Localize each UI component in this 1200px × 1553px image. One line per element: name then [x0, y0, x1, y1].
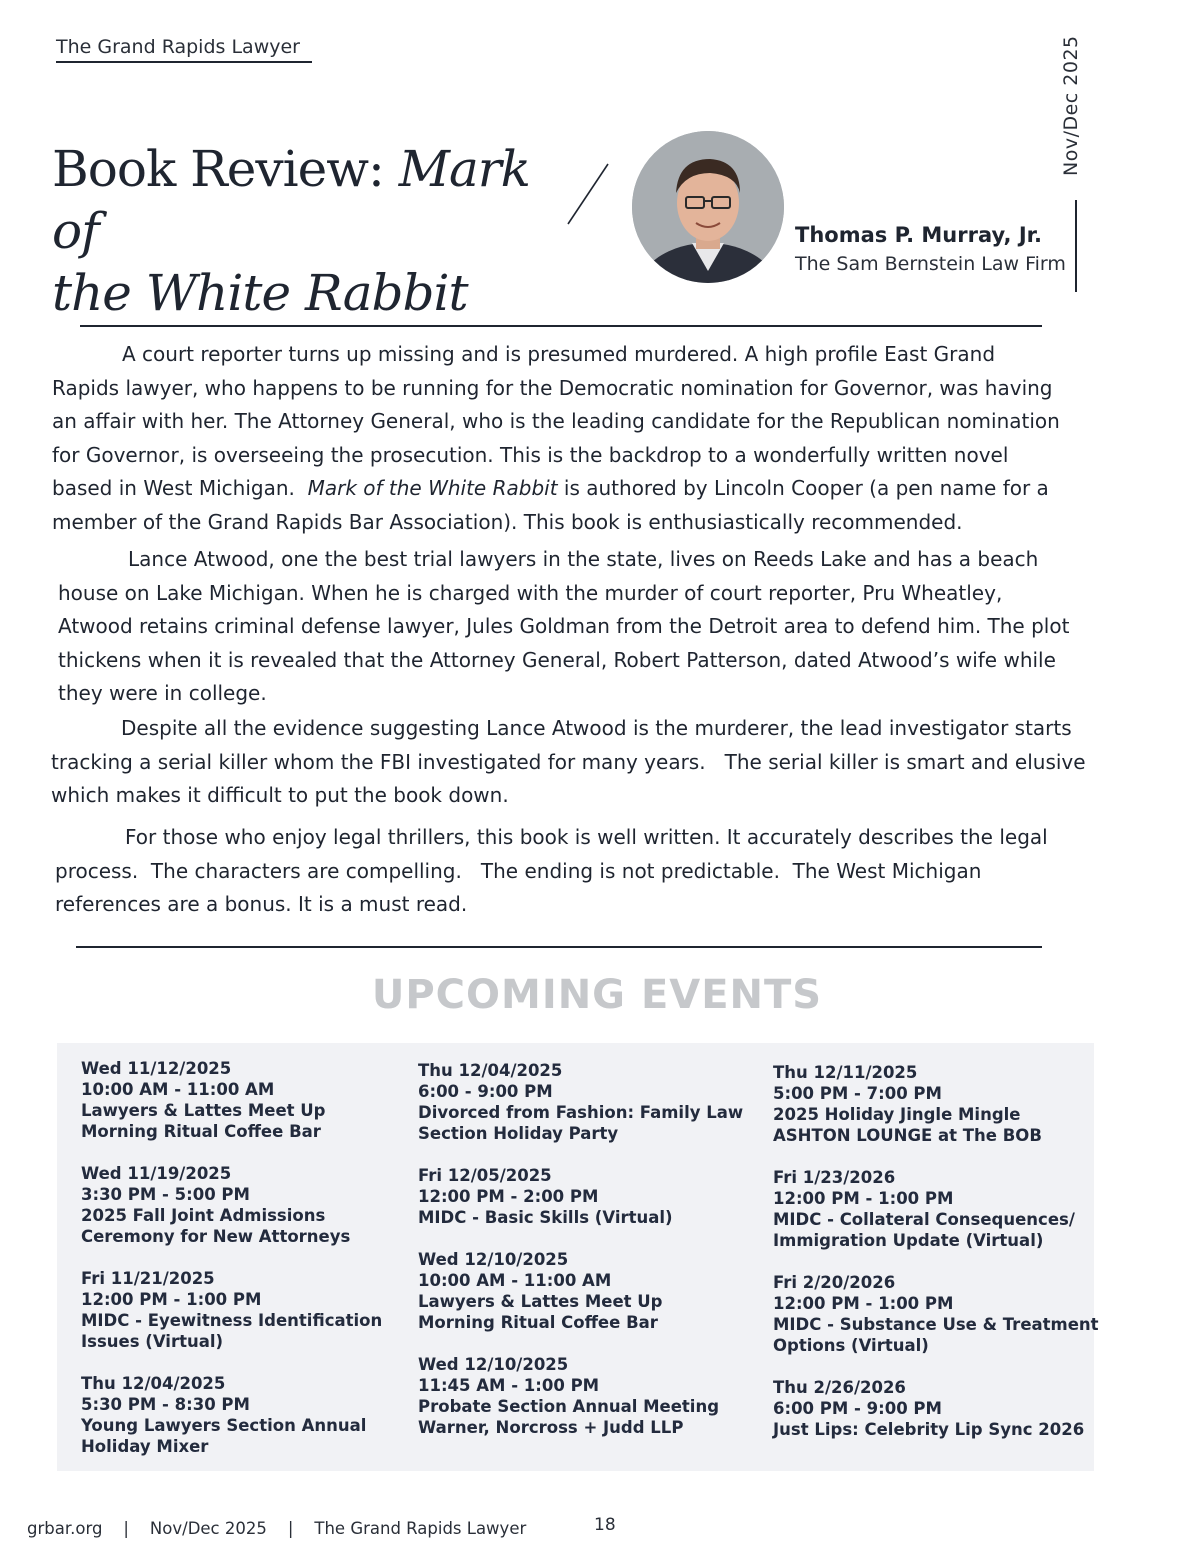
- author-name: Thomas P. Murray, Jr.: [795, 223, 1042, 247]
- p1-line: A court reporter turns up missing and is presumed murdered. A high profile East Grand: [122, 342, 996, 366]
- event-date: Wed 11/12/2025: [81, 1059, 232, 1078]
- vertical-rule: [1075, 200, 1077, 292]
- p1-line: is authored by Lincoln Cooper (a pen name for a: [557, 476, 1049, 500]
- page-number: 18: [594, 1515, 616, 1535]
- event-date: Wed 12/10/2025: [418, 1250, 569, 1269]
- event-date: Fri 1/23/2026: [773, 1168, 896, 1187]
- events-column-1: [81, 1058, 382, 1478]
- paragraph-4: [55, 821, 1048, 922]
- p4-line: references are a bonus. It is a must read.: [55, 892, 468, 916]
- event-date: Wed 11/19/2025: [81, 1164, 232, 1183]
- event-item: [81, 1373, 382, 1457]
- event-title: MIDC - Collateral Consequences/: [773, 1210, 1075, 1229]
- p1-line: member of the Grand Rapids Bar Association). This book is enthusiastically recommended.: [52, 509, 963, 534]
- event-item: [81, 1058, 382, 1142]
- event-date: Thu 12/04/2025: [418, 1061, 563, 1080]
- event-title: MIDC - Eyewitness Identification: [81, 1311, 383, 1330]
- event-date: Thu 2/26/2026: [773, 1378, 906, 1397]
- event-title: Options (Virtual): [773, 1336, 929, 1355]
- event-time: 10:00 AM - 11:00 AM: [418, 1271, 612, 1290]
- p4-line: process. The characters are compelling. The ending is not predictable. The West Michigan: [55, 858, 982, 883]
- events-heading: UPCOMING EVENTS: [371, 972, 823, 1018]
- event-title: Issues (Virtual): [81, 1332, 224, 1351]
- event-item: [418, 1060, 743, 1144]
- event-time: 5:30 PM - 8:30 PM: [81, 1395, 250, 1414]
- issue-date-vertical: Nov/Dec 2025: [1060, 35, 1082, 176]
- p3-line: tracking a serial killer whom the FBI investigated for many years. The serial killer is smart and elusive: [51, 749, 1086, 774]
- event-item: [81, 1268, 382, 1352]
- event-title: Section Holiday Party: [418, 1124, 619, 1143]
- event-item: [773, 1167, 1099, 1251]
- event-title: Immigration Update (Virtual): [773, 1231, 1044, 1250]
- event-title: Lawyers & Lattes Meet Up: [81, 1101, 326, 1120]
- p3-line: Despite all the evidence suggesting Lance Atwood is the murderer, the lead investigator starts: [121, 716, 1072, 740]
- event-time: 12:00 PM - 2:00 PM: [418, 1187, 599, 1206]
- event-title: Morning Ritual Coffee Bar: [418, 1313, 658, 1332]
- book-title-inline: Mark of the White Rabbit: [307, 476, 558, 500]
- paragraph-2: [58, 543, 1069, 711]
- event-time: 6:00 PM - 9:00 PM: [773, 1399, 942, 1418]
- event-time: 12:00 PM - 1:00 PM: [81, 1290, 262, 1309]
- event-title: Probate Section Annual Meeting: [418, 1397, 720, 1416]
- event-item: [773, 1272, 1099, 1356]
- header-rule: [56, 61, 312, 63]
- events-column-3: [773, 1062, 1099, 1461]
- p2-line: they were in college.: [58, 681, 267, 705]
- event-title: 2025 Holiday Jingle Mingle: [773, 1105, 1021, 1124]
- event-item: [418, 1165, 743, 1228]
- event-title: Warner, Norcross + Judd LLP: [418, 1418, 684, 1437]
- event-time: 3:30 PM - 5:00 PM: [81, 1185, 250, 1204]
- title-italic-2: the White Rabbit: [52, 264, 468, 322]
- title-plain: Book Review:: [52, 140, 399, 198]
- event-time: 6:00 - 9:00 PM: [418, 1082, 553, 1101]
- event-time: 12:00 PM - 1:00 PM: [773, 1294, 954, 1313]
- event-time: 12:00 PM - 1:00 PM: [773, 1189, 954, 1208]
- events-column-2: [418, 1060, 743, 1459]
- title-italic-1: Mark of: [52, 140, 530, 260]
- event-item: [773, 1377, 1099, 1440]
- event-title: Holiday Mixer: [81, 1437, 209, 1456]
- event-title: Lawyers & Lattes Meet Up: [418, 1292, 663, 1311]
- p3-line: which makes it difficult to put the book down.: [51, 783, 509, 807]
- event-title: ASHTON LOUNGE at The BOB: [773, 1126, 1042, 1145]
- divider-bottom: [76, 946, 1042, 948]
- article-title: [52, 138, 572, 324]
- event-title: Morning Ritual Coffee Bar: [81, 1122, 321, 1141]
- p1-line: based in West Michigan.: [52, 476, 308, 500]
- event-time: 5:00 PM - 7:00 PM: [773, 1084, 942, 1103]
- publication-name: The Grand Rapids Lawyer: [56, 36, 300, 58]
- event-time: 11:45 AM - 1:00 PM: [418, 1376, 600, 1395]
- event-date: Fri 12/05/2025: [418, 1166, 552, 1185]
- event-title: Just Lips: Celebrity Lip Sync 2026: [773, 1420, 1085, 1439]
- p2-line: thickens when it is revealed that the Attorney General, Robert Patterson, dated Atwood’s wife while: [58, 647, 1056, 672]
- p2-line: Atwood retains criminal defense lawyer, Jules Goldman from the Detroit area to defend him. The plot: [58, 614, 1070, 638]
- event-date: Thu 12/04/2025: [81, 1374, 226, 1393]
- author-photo: [632, 131, 784, 283]
- event-title: MIDC - Basic Skills (Virtual): [418, 1208, 673, 1227]
- event-item: [81, 1163, 382, 1247]
- divider-top: [80, 325, 1042, 327]
- p2-line: Lance Atwood, one the best trial lawyers in the state, lives on Reeds Lake and has a beach: [128, 547, 1039, 571]
- event-title: MIDC - Substance Use & Treatment: [773, 1315, 1099, 1334]
- paragraph-3: [51, 712, 1086, 813]
- footer-text: grbar.org | Nov/Dec 2025 | The Grand Rapids Lawyer: [27, 1519, 527, 1538]
- p1-line: for Governor, is overseeing the prosecution. This is the backdrop to a wonderfully written novel: [52, 442, 1009, 467]
- event-title: 2025 Fall Joint Admissions: [81, 1206, 326, 1225]
- p1-line: an affair with her. The Attorney General, who is the leading candidate for the Republican nomination: [52, 409, 1060, 433]
- event-time: 10:00 AM - 11:00 AM: [81, 1080, 275, 1099]
- event-item: [418, 1249, 743, 1333]
- author-firm: The Sam Bernstein Law Firm: [795, 253, 1066, 275]
- event-item: [418, 1354, 743, 1438]
- event-date: Thu 12/11/2025: [773, 1063, 918, 1082]
- event-date: Fri 11/21/2025: [81, 1269, 215, 1288]
- paragraph-1: [52, 338, 1060, 539]
- slash-divider: [560, 160, 612, 230]
- event-title: Ceremony for New Attorneys: [81, 1227, 351, 1246]
- event-date: Fri 2/20/2026: [773, 1273, 896, 1292]
- p4-line: For those who enjoy legal thrillers, this book is well written. It accurately describes the legal: [125, 825, 1048, 849]
- event-date: Wed 12/10/2025: [418, 1355, 569, 1374]
- event-title: Young Lawyers Section Annual: [81, 1416, 367, 1435]
- event-item: [773, 1062, 1099, 1146]
- p1-line: Rapids lawyer, who happens to be running for the Democratic nomination for Governor, was having: [52, 375, 1053, 400]
- p2-line: house on Lake Michigan. When he is charged with the murder of court reporter, Pru Wheatley,: [58, 580, 1003, 605]
- event-title: Divorced from Fashion: Family Law: [418, 1103, 744, 1122]
